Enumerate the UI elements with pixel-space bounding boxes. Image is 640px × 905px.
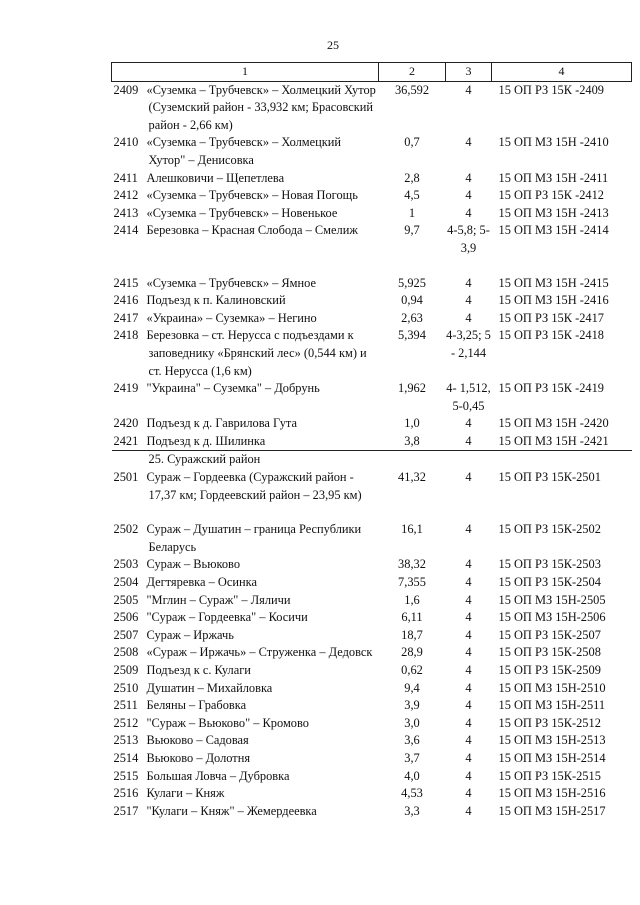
road-category: 4 — [465, 768, 472, 783]
road-category: 4 — [465, 557, 472, 572]
road-name: Душатин – Михайловка — [146, 680, 273, 695]
road-name: Березовка – ст. Нерусса с подъездами к заповеднику «Брянский лес» (0,544 км) и ст. Нерусса (1,6 км) — [146, 328, 367, 378]
road-name: Большая Ловча – Дубровка — [146, 768, 290, 783]
road-name: «Суземка – Трубчевск» – Холмецкий Хутор (Суземский район - 33,932 км; Брасовский район - 2,66 км) — [146, 82, 376, 132]
table-row — [112, 574, 632, 592]
row-number: 2418 — [113, 328, 139, 343]
road-name: «Суземка – Трубчевск» – Холмецкий Хутор" – Денисовка — [146, 135, 342, 167]
road-name: "Мглин – Сураж" – Ляличи — [146, 592, 291, 607]
road-name: «Суземка – Трубчевск» – Новенькое — [146, 205, 338, 220]
row-number: 2415 — [113, 275, 139, 290]
page-number: 25 — [327, 38, 339, 52]
road-length: 9,7 — [404, 223, 420, 238]
row-number: 2514 — [113, 750, 139, 765]
row-number: 2508 — [113, 645, 139, 660]
table-row — [112, 768, 632, 786]
road-name: «Суземка – Трубчевск» – Новая Погощь — [146, 188, 358, 203]
road-code: 15 ОП МЗ 15Н -2413 — [498, 205, 609, 220]
road-category: 4 — [465, 592, 472, 607]
road-category: 4 — [465, 82, 472, 97]
road-code: 15 ОП МЗ 15Н-2517 — [498, 803, 606, 818]
road-category: 4 — [465, 575, 472, 590]
road-name: «Украина» – Суземка» – Негино — [146, 310, 317, 325]
row-number: 2512 — [113, 715, 139, 730]
table-row — [112, 732, 632, 750]
road-category: 4 — [465, 663, 472, 677]
road-code: 15 ОП РЗ 15К-2503 — [498, 557, 601, 572]
road-length: 4,53 — [401, 786, 423, 801]
table-row — [112, 680, 632, 698]
road-name: Подъезд к д. Гаврилова Гута — [146, 416, 297, 431]
row-number: 2420 — [113, 416, 139, 431]
road-category: 4 — [465, 135, 472, 150]
road-length: 9,4 — [404, 680, 420, 695]
road-length: 1 — [408, 205, 416, 220]
road-code: 15 ОП МЗ 15Н -2411 — [498, 170, 609, 185]
row-number: 2414 — [113, 223, 139, 238]
road-name: Сураж – Гордеевка (Суражский район - 17,37 км; Гордеевский район – 23,95 км) — [146, 470, 362, 502]
road-code: 15 ОП РЗ 15К-2512 — [498, 715, 601, 730]
road-length: 16,1 — [401, 522, 423, 537]
row-number: 2515 — [113, 768, 139, 783]
road-category: 4 — [465, 733, 472, 748]
road-category: 4 — [465, 522, 472, 537]
road-category: 4 — [465, 293, 472, 308]
road-length: 0,7 — [404, 135, 420, 150]
road-category: 4 — [465, 803, 472, 818]
table-header — [112, 63, 632, 82]
road-category: 4 — [465, 433, 472, 448]
row-number: 2417 — [113, 310, 139, 325]
row-number: 2513 — [113, 733, 139, 748]
road-name: Кулаги – Княж — [146, 786, 225, 801]
road-category: 4 — [465, 170, 472, 185]
road-code: 15 ОП РЗ 15К-2501 — [498, 470, 601, 485]
road-name: Вьюково – Садовая — [146, 733, 249, 748]
road-name: "Украина" – Суземка" – Добрунь — [146, 381, 320, 396]
road-code: 15 ОП МЗ 15Н-2514 — [498, 750, 606, 765]
road-code: 15 ОП РЗ 15К-2509 — [498, 663, 601, 677]
road-code: 15 ОП МЗ 15Н-2511 — [498, 698, 606, 713]
table-row — [112, 627, 632, 645]
table-row — [112, 609, 632, 627]
road-name: Беляны – Грабовка — [146, 698, 247, 713]
road-code: 15 ОП МЗ 15Н -2420 — [498, 416, 609, 431]
row-number: 2412 — [113, 188, 139, 203]
road-category: 4 — [465, 627, 472, 642]
road-code: 15 ОП РЗ 15К -2409 — [498, 82, 604, 97]
table-row — [112, 750, 632, 768]
road-length: 28,9 — [401, 645, 423, 660]
table-row — [112, 662, 632, 680]
road-name: Сураж – Иржачь — [146, 627, 234, 642]
road-code: 15 ОП МЗ 15Н -2421 — [498, 433, 609, 448]
road-code: 15 ОП РЗ 15К-2504 — [498, 575, 601, 590]
road-length: 3,7 — [404, 750, 420, 765]
table-row — [112, 380, 632, 415]
row-number: 2504 — [113, 575, 139, 590]
row-number: 2517 — [113, 803, 139, 818]
district-title: 25. Суражский район — [148, 452, 261, 467]
road-length: 0,94 — [401, 293, 423, 308]
road-length: 5,925 — [398, 275, 426, 290]
road-length: 18,7 — [401, 627, 423, 642]
road-category: 4 — [465, 275, 472, 290]
road-category: 4 — [465, 188, 472, 203]
road-code: 15 ОП РЗ 15К-2508 — [498, 645, 601, 660]
road-name: Алешковичи – Щепетлева — [146, 170, 285, 185]
table-row — [112, 187, 632, 205]
road-code: 15 ОП РЗ 15К-2502 — [498, 522, 601, 537]
table-row — [112, 592, 632, 610]
road-category: 4- 1,512, 5-0,45 — [446, 381, 491, 413]
table-row — [112, 433, 632, 451]
road-name: «Суземка – Трубчевск» – Ямное — [146, 275, 316, 290]
table-row — [112, 134, 632, 169]
road-category: 4 — [465, 416, 472, 431]
road-length: 3,9 — [404, 698, 420, 713]
road-code: 15 ОП МЗ 15Н -2415 — [498, 275, 609, 290]
table-row — [112, 785, 632, 803]
road-length: 6,11 — [401, 610, 423, 625]
row-number: 2503 — [113, 557, 139, 572]
row-number: 2501 — [113, 470, 139, 485]
road-name: Сураж – Вьюково — [146, 557, 241, 572]
road-name: Сураж – Душатин – граница Республики Беларусь — [146, 522, 362, 554]
row-number: 2419 — [113, 381, 139, 396]
road-length: 5,394 — [398, 328, 426, 343]
row-number: 2413 — [113, 205, 139, 220]
column-header-4: 4 — [492, 63, 632, 82]
table-row — [112, 556, 632, 574]
table-row — [112, 275, 632, 293]
road-category: 4 — [465, 310, 472, 325]
road-length: 3,6 — [404, 733, 420, 748]
road-code: 15 ОП МЗ 15Н-2505 — [498, 592, 606, 607]
road-category: 4 — [465, 698, 472, 713]
row-number: 2507 — [113, 627, 139, 642]
table-row — [112, 803, 632, 821]
road-length: 3,3 — [404, 803, 420, 818]
road-category: 4-5,8; 5-3,9 — [447, 223, 490, 255]
road-name: Дегтяревка – Осинка — [146, 575, 257, 590]
road-code: 15 ОП РЗ 15К -2417 — [498, 310, 604, 325]
road-name: Подъезд к д. Шилинка — [146, 433, 266, 448]
road-length: 36,592 — [394, 82, 430, 97]
road-name: «Сураж – Иржачь» – Струженка – Дедовск — [146, 645, 373, 660]
table-row — [112, 292, 632, 310]
row-number: 2502 — [113, 522, 139, 537]
table-body-suzemka — [112, 81, 632, 451]
road-length: 1,962 — [398, 381, 426, 396]
road-name: Подъезд к п. Калиновский — [146, 293, 286, 308]
table-row — [112, 170, 632, 188]
road-length: 4,0 — [404, 768, 420, 783]
road-category: 4 — [465, 645, 472, 660]
road-length: 1,0 — [404, 416, 420, 431]
road-name: Вьюково – Долотня — [146, 750, 251, 765]
road-category: 4 — [465, 786, 472, 801]
table-row — [112, 469, 632, 521]
road-length: 4,5 — [404, 188, 420, 203]
road-length: 2,8 — [404, 170, 420, 185]
row-number: 2509 — [113, 663, 139, 677]
road-code: 15 ОП РЗ 15К-2515 — [498, 768, 601, 783]
road-code: 15 ОП РЗ 15К -2418 — [498, 328, 604, 343]
row-number: 2411 — [113, 170, 138, 185]
road-category: 4 — [465, 715, 472, 730]
row-number: 2409 — [113, 82, 139, 97]
road-category: 4 — [465, 750, 472, 765]
road-category: 4 — [465, 470, 472, 485]
road-code: 15 ОП МЗ 15Н -2414 — [498, 223, 609, 238]
road-category: 4 — [465, 610, 472, 625]
road-length: 3,8 — [404, 433, 420, 448]
table-row — [112, 644, 632, 662]
row-number: 2516 — [113, 786, 139, 801]
road-length: 7,355 — [398, 575, 426, 590]
road-name: Подъезд к с. Кулаги — [146, 663, 251, 677]
road-code: 15 ОП РЗ 15К -2412 — [498, 188, 604, 203]
road-length: 1,6 — [404, 592, 420, 607]
road-code: 15 ОП МЗ 15Н-2510 — [498, 680, 606, 695]
table-row — [112, 222, 632, 274]
table-row — [112, 81, 632, 134]
row-number: 2421 — [113, 433, 139, 448]
table-row — [112, 521, 632, 556]
road-category: 4 — [465, 205, 472, 220]
row-number: 2505 — [113, 592, 139, 607]
road-name: "Сураж – Гордеевка" – Косичи — [146, 610, 308, 625]
road-code: 15 ОП МЗ 15Н-2506 — [498, 610, 606, 625]
table-body-surazh — [112, 469, 632, 820]
road-code: 15 ОП МЗ 15Н-2513 — [498, 733, 606, 748]
column-header-3: 3 — [446, 63, 492, 82]
road-name: "Кулаги – Княж" – Жемердеевка — [146, 803, 317, 818]
column-header-2: 2 — [379, 63, 446, 82]
road-category: 4 — [465, 680, 472, 695]
road-length: 2,63 — [401, 310, 423, 325]
road-length: 3,0 — [404, 715, 420, 730]
district-row — [112, 451, 632, 469]
road-code: 15 ОП РЗ 15К -2419 — [498, 381, 604, 396]
road-name: Березовка – Красная Слобода – Смелиж — [146, 223, 358, 238]
table-row — [112, 415, 632, 433]
row-number: 2410 — [113, 135, 139, 150]
table-row — [112, 310, 632, 328]
road-code: 15 ОП МЗ 15Н -2410 — [498, 135, 609, 150]
road-code: 15 ОП МЗ 15Н -2416 — [498, 293, 609, 308]
district-section — [112, 451, 632, 469]
road-length: 0,62 — [401, 663, 423, 677]
road-length: 41,32 — [398, 470, 426, 485]
road-name: "Сураж – Вьюково" – Кромово — [146, 715, 309, 730]
roads-table — [111, 62, 632, 820]
table-row — [112, 205, 632, 223]
row-number: 2416 — [113, 293, 139, 308]
row-number: 2511 — [113, 698, 138, 713]
road-code: 15 ОП МЗ 15Н-2516 — [498, 786, 606, 801]
table-row — [112, 715, 632, 733]
column-header-1: 1 — [112, 63, 379, 82]
row-number: 2510 — [113, 680, 139, 695]
table-row — [112, 697, 632, 715]
road-category: 4-3,25; 5 - 2,144 — [446, 328, 491, 360]
table-row — [112, 327, 632, 380]
road-code: 15 ОП РЗ 15К-2507 — [498, 627, 601, 642]
row-number: 2506 — [113, 610, 139, 625]
road-length: 38,32 — [398, 557, 426, 572]
